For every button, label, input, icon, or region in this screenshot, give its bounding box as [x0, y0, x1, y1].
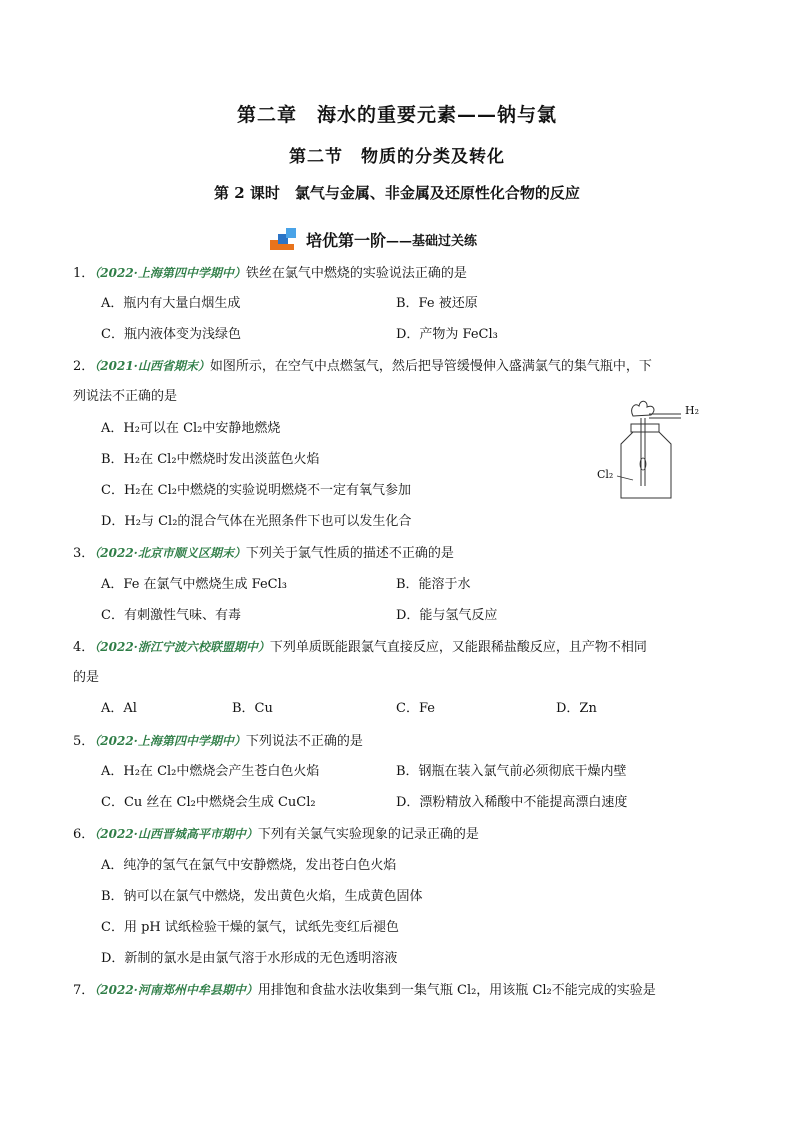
question-6: 6．（2022·山西晋城高平市期中）下列有关氯气实验现象的记录正确的是	[73, 827, 479, 842]
question-source: （2022·上海第四中学期中）	[94, 266, 246, 280]
question-source: （2022·北京市顺义区期末）	[94, 546, 246, 560]
option: C．有刺激性气味、有毒	[101, 608, 241, 623]
question-7: 7．（2022·河南郑州中牟县期中）用排饱和食盐水法收集到一集气瓶 Cl₂，用该瓶 Cl₂不能完成的实验是	[73, 983, 656, 998]
level-label: 培优第一阶	[306, 230, 387, 250]
option: B．钢瓶在装入氯气前必须彻底干燥内壁	[396, 764, 627, 779]
stairs-icon	[270, 228, 300, 250]
option: A．H₂在 Cl₂中燃烧会产生苍白色火焰	[101, 764, 320, 779]
question-2: 2．（2021·山西省期末）如图所示，在空气中点燃氢气，然后把导管缓慢伸入盛满氯气的集气瓶中，下	[73, 359, 652, 374]
question-5: 5．（2022·上海第四中学期中）下列说法不正确的是	[73, 734, 363, 749]
option: C．H₂在 Cl₂中燃烧的实验说明燃烧不一定有氧气参加	[101, 483, 411, 498]
option: C．Cu 丝在 Cl₂中燃烧会生成 CuCl₂	[101, 795, 316, 810]
option: A．H₂可以在 Cl₂中安静地燃烧	[101, 421, 281, 436]
question-4: 4．（2022·浙江宁波六校联盟期中）下列单质既能跟氯气直接反应，又能跟稀盐酸反应，且产物不相同	[73, 640, 647, 655]
option: D．Zn	[556, 701, 597, 716]
option: D．漂粉精放入稀酸中不能提高漂白速度	[396, 795, 628, 810]
gas-jar-figure	[597, 394, 715, 504]
level-sub: ——基础过关练	[386, 233, 478, 249]
question-1: 1．（2022·上海第四中学期中）铁丝在氯气中燃烧的实验说法正确的是	[73, 266, 467, 281]
question-4-cont: 的是	[73, 670, 100, 685]
label-cl2: Cl₂	[597, 468, 614, 481]
question-3: 3．（2022·北京市顺义区期末）下列关于氯气性质的描述不正确的是	[73, 546, 454, 561]
question-source: （2021·山西省期末）	[94, 359, 210, 373]
option: C．瓶内液体变为浅绿色	[101, 327, 241, 342]
chapter-title: 第二章 海水的重要元素——钠与氯	[236, 104, 557, 126]
option: B．Cu	[232, 701, 273, 716]
option: C．用 pH 试纸检验干燥的氯气，试纸先变红后褪色	[101, 920, 399, 935]
question-2-cont: 列说法不正确的是	[73, 389, 178, 404]
level-banner	[270, 228, 477, 250]
option: B．Fe 被还原	[396, 296, 478, 311]
question-source: （2022·上海第四中学期中）	[94, 734, 246, 748]
option: D．新制的氯水是由氯气溶于水形成的无色透明溶液	[101, 951, 398, 966]
option: D．能与氢气反应	[396, 608, 498, 623]
option: B．能溶于水	[396, 577, 471, 592]
option: D．H₂与 Cl₂的混合气体在光照条件下也可以发生化合	[101, 514, 412, 529]
question-source: （2022·浙江宁波六校联盟期中）	[94, 640, 270, 654]
option: A．纯净的氢气在氯气中安静燃烧，发出苍白色火焰	[101, 858, 397, 873]
question-source: （2022·山西晋城高平市期中）	[94, 827, 258, 841]
section-title: 第二节 物质的分类及转化	[289, 147, 505, 167]
question-source: （2022·河南郑州中牟县期中）	[94, 983, 258, 997]
option: B．钠可以在氯气中燃烧，发出黄色火焰，生成黄色固体	[101, 889, 423, 904]
option: A．Al	[101, 701, 137, 716]
option: C．Fe	[396, 701, 435, 716]
lesson-title: 第 2 课时 氯气与金属、非金属及还原性化合物的反应	[214, 184, 580, 202]
option: A．瓶内有大量白烟生成	[101, 296, 241, 311]
option: D．产物为 FeCl₃	[396, 327, 498, 342]
label-h2: H₂	[685, 404, 700, 417]
option: A．Fe 在氯气中燃烧生成 FeCl₃	[101, 577, 287, 592]
option: B．H₂在 Cl₂中燃烧时发出淡蓝色火焰	[101, 452, 320, 467]
